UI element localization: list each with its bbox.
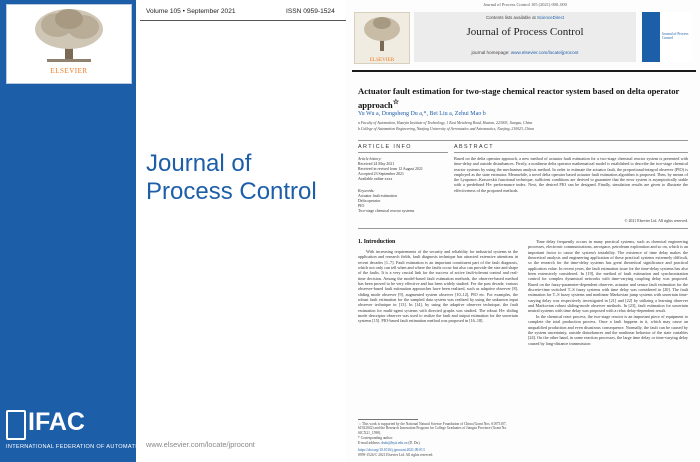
header-divider bbox=[358, 140, 688, 141]
funding-footnote: ☆ This work is supported by the National Natural Science Foundation of China (Grant Nos. 61873107, 61922042) and the Research Innovation Program for College Graduates of Jiangsu Province (Grant No. SJCX21_1598). bbox=[358, 422, 508, 435]
elsevier-tree-logo bbox=[6, 4, 132, 84]
article-elsevier-text: ELSEVIER bbox=[369, 57, 395, 63]
cover-title-line2: Process Control bbox=[146, 178, 317, 205]
article-journal-ref: Journal of Process Control 105 (2021) 000–000 bbox=[483, 2, 567, 7]
revised-date: Received in revised form 12 August 2021 bbox=[358, 166, 423, 171]
contents-prefix: Contents lists available at bbox=[485, 15, 537, 20]
article-info-rule bbox=[358, 152, 448, 153]
abstract-heading: ABSTRACT bbox=[454, 144, 494, 150]
ifac-logo bbox=[4, 404, 173, 456]
homepage-line bbox=[414, 50, 636, 55]
article-header bbox=[352, 10, 696, 72]
elsevier-logo-text: ELSEVIER bbox=[50, 67, 88, 75]
body-left-column bbox=[358, 249, 518, 324]
body-paragraph: With increasing requirements of the security and reliability for industrial systems in the application and research fields, fault diagnosis technique has attracted extensive attentions in recent decades [1–7]. Fault estimation is an important constituent part of the fault diagnosis, which not only can tell when and where the faults occur but also can provide the size and shape of the faults. It is a very crucial link for the success of active fault-tolerant control and real-time decision. Among the model-based fault estimation methods, the observer-based method has been proved to be very effective and has been widely studied. For the past decade, various observer-based fault estimation approaches have been realized, such as adaptive observer [8], sliding mode observer [9], augmented system observer [10–12], PIO etc. For examples, the robust fault estimation for the sampled data system was realized by using the unknown input observer technique in [13]. In [14], by using the adaptive observer technique, the fault estimation for multi-agent systems with directed graphs was studied. The robust H∞ sliding mode descriptor observer was used to realize the fault and output estimation for the uncertain systems [15]. PIO-based fault estimation method was proposed in [16–18]. bbox=[358, 249, 519, 324]
affiliation-b: b College of Automation Engineering, Nanjing University of Aeronautics and Astronautics, Nanjing, 210023, China bbox=[358, 127, 534, 131]
abstract-divider bbox=[358, 228, 688, 229]
journal-cover bbox=[0, 0, 346, 462]
history-label: Article history: bbox=[358, 157, 382, 161]
homepage-link[interactable]: www.elsevier.com/locate/jprocont bbox=[510, 50, 579, 55]
article-journal-title: Journal of Process Control bbox=[466, 26, 584, 38]
doi-link[interactable]: https://doi.org/10.1016/j.jprocont.2021.09.013 bbox=[358, 448, 425, 452]
affiliation-a: a Faculty of Automation, Huaiyin Institute of Technology, 1 East Meicheng Road, Huaian, 223003, Jiangsu, China bbox=[358, 121, 533, 125]
email-footnote bbox=[358, 441, 518, 445]
email-link[interactable]: dsdu@hyit.edu.cn bbox=[381, 441, 408, 445]
abstract-text: Based on the delta operator approach, a new method of actuator fault estimation for a two-stage chemical reactor system is presented with time-delay and outside disturbances. Firstly, a nonlinear delta operator mathematical model is established to describe the two-stage chemical reactor systems by using the mechanism analysis method. In order to estimate the actuator fault, the proportional-integral observer (PIO) is employed as the state estimator. Meanwhile, a novel delta operator based actuator fault estimation algorithm is proposed. Then, by means of the Lyapunov–Krasovskii functional technique, sufficient conditions are derived to guarantee that the error system is asymptotically stable with a predefined H∞ performance index. Next, the desired PIO can be designed. Finally, simulation results are given to illustrate the effectiveness of the proposed methods. bbox=[454, 156, 688, 193]
cover-journal-title bbox=[146, 150, 317, 206]
ifac-logo-text: IFAC bbox=[28, 408, 85, 436]
article-elsevier-logo bbox=[354, 12, 410, 64]
keyword-item: Delta operator bbox=[358, 198, 381, 203]
cover-url[interactable]: www.elsevier.com/locate/jprocont bbox=[146, 440, 255, 449]
cover-title-line1: Journal of bbox=[146, 150, 252, 177]
keyword-item: Actuator fault estimation bbox=[358, 193, 397, 198]
sciencedirect-link[interactable]: ScienceDirect bbox=[536, 15, 565, 20]
keyword-item: Two-stage chemical reactor systems bbox=[358, 208, 415, 213]
cover-issn: ISSN 0959-1524 bbox=[286, 8, 335, 15]
article-info-heading: ARTICLE INFO bbox=[358, 144, 412, 150]
received-date: Received 24 May 2021 bbox=[358, 161, 395, 166]
article-history bbox=[358, 157, 448, 182]
keywords bbox=[358, 189, 448, 214]
paper-title bbox=[358, 86, 688, 110]
keyword-item: PIO bbox=[358, 203, 365, 208]
contents-line bbox=[414, 15, 636, 20]
corresponding-footnote: * Corresponding author. bbox=[358, 436, 393, 440]
ifac-subtitle: INTERNATIONAL FEDERATION OF AUTOMATIC CONTROL bbox=[6, 444, 173, 450]
title-footnote-mark: ☆ bbox=[392, 97, 400, 106]
footnote-rule bbox=[358, 419, 418, 420]
tree-icon bbox=[355, 13, 409, 55]
section-heading: 1. Introduction bbox=[358, 239, 396, 245]
cover-divider bbox=[140, 20, 346, 21]
keywords-label: Keywords: bbox=[358, 189, 375, 193]
email-label: E-mail address: bbox=[358, 441, 382, 445]
accepted-date: Accepted 23 September 2021 bbox=[358, 171, 404, 176]
body-paragraph: In the chemical react process, the two-stage reactor is an important piece of equipment to complete the total production process. Once a fault happens in it, which may cause an unqualified production and even disastrous consequence. Normally, the fault can be caused by the system uncertainty, outside disturbances and the nonlinear behavior of the state variables [24]. On the other hand, in some reaction processes, the large time delay or time-varying delay caused by long-distance transmission bbox=[528, 313, 688, 346]
paper-title-text: Actuator fault estimation for two-stage chemical reactor system based on delta operator approach bbox=[358, 86, 680, 110]
article-page bbox=[346, 0, 700, 462]
homepage-prefix: journal homepage: bbox=[471, 50, 511, 55]
thumbnail-title: Journal of Process Control bbox=[662, 32, 689, 40]
cover-volume-line: Volume 105 • September 2021 bbox=[146, 8, 236, 15]
abstract-copyright: © 2021 Elsevier Ltd. All rights reserved. bbox=[624, 219, 688, 223]
abstract-rule bbox=[454, 152, 688, 153]
thumbnail-strip bbox=[642, 12, 660, 62]
author-list[interactable]: Yu Wu a, Dongsheng Du a,*, Bei Liu a, Zehui Mao b bbox=[358, 111, 486, 117]
online-date: Available online xxxx bbox=[358, 176, 393, 181]
issn-line: 0959-1524/© 2021 Elsevier Ltd. All rights reserved. bbox=[358, 453, 434, 457]
ifac-emblem-icon bbox=[6, 410, 26, 440]
tree-icon bbox=[7, 5, 131, 65]
body-right-column bbox=[528, 239, 688, 346]
body-paragraph: Time delay frequently occurs in many practical systems, such as chemical engineering processes, electronic communications, aerospace, petroleum exploration and so on, which is an important factor to cause the system's instability. The existence of time delay makes the theoretical analysis and engineering application of these practical systems extremely difficult, so the research for the time-delay systems has great theoretical significance and practical application value. In recent years, the fault estimation issue for the time-delay systems has also been extensively considered. In [19], the method of fault estimation and synchronization control for complex dynamical networks with time-varying coupling delay was proposed. Based on the fuzzy-parameter-dependent observer, actuator and sensor fault estimation for the discrete-time switched T–S fuzzy systems with time delay was considered in [20]. The fault estimation for T–S fuzzy systems and nonlinear Markovian jump systems with uncertain time-varying delay was respectively investigated in [21] and [22] by utilizing a learning observer and Markovian robust sliding-mode observer methods. In [23], fault estimation for uncertain neutral systems with time delay was proposed with a relax delay-dependent result. bbox=[528, 239, 688, 314]
email-suffix: (D. Du). bbox=[407, 441, 421, 445]
article-journal-banner bbox=[414, 12, 636, 62]
article-cover-thumbnail bbox=[642, 12, 692, 62]
